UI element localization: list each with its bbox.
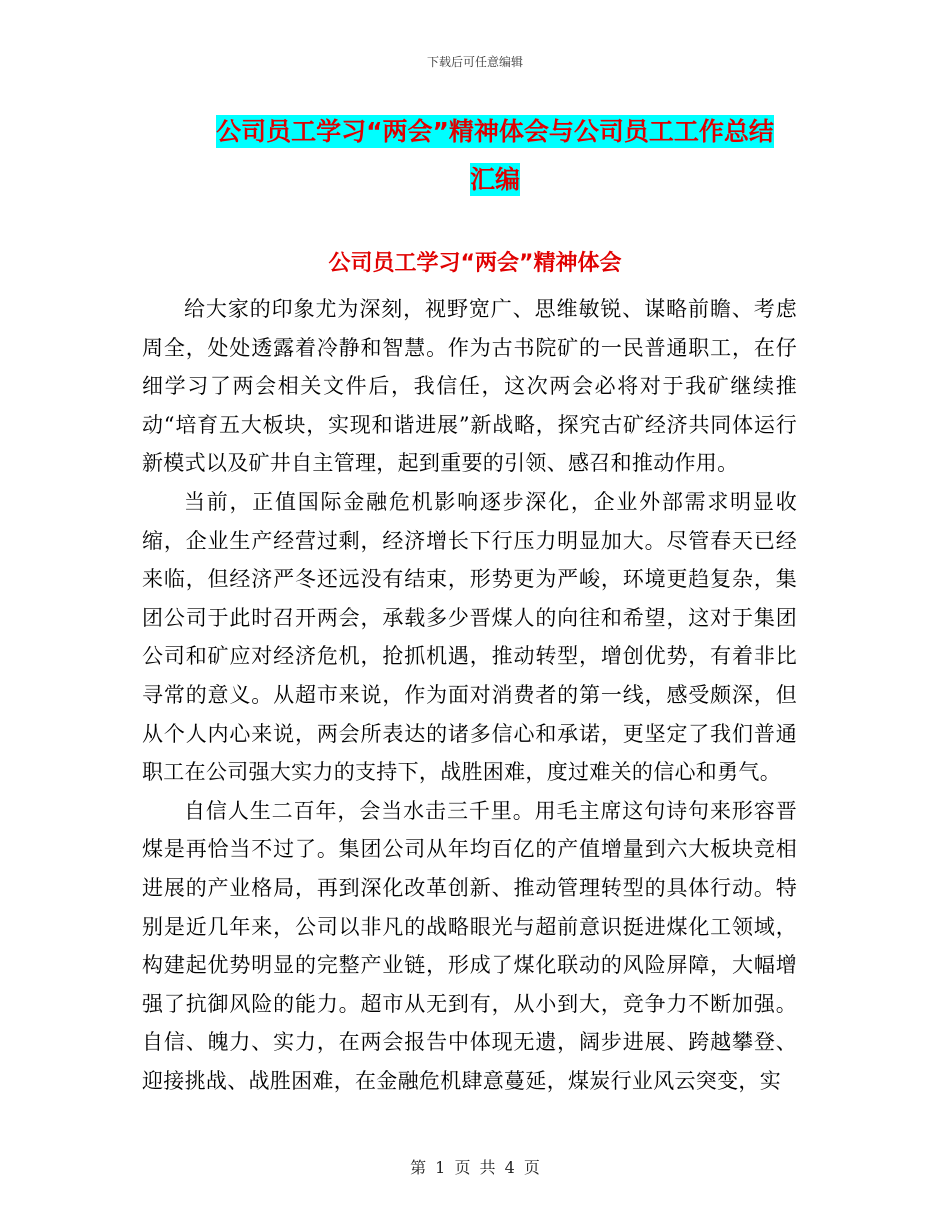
header-note: 下载后可任意编辑 xyxy=(426,55,523,69)
paragraph-3: 自信人生二百年，会当水击三千里。用毛主席这句诗句来形容晋煤是再恰当不过了。集团公司从年均百亿的产值增量到六大板块竞相进展的产业格局，再到深化改革创新、推动管理转型的具体行动。特别是近几年来，公司以非凡的战略眼光与超前意识挺进煤化工领域，构建起优势明显的完整产业链，形成了煤化联动的风险屏障，大幅增强了抗御风险的能力。超市从无到有，从小到大，竞争力不断加强。自信、魄力、实力，在两会报告中体现无遗，阔步进展、跨越攀登、迎接挑战、战胜困难，在金融危机肆意蔓延，煤炭行业风云突变，实 xyxy=(142,798,797,1093)
document-title-line-2: 汇编 xyxy=(469,165,520,194)
document-body xyxy=(142,290,797,1100)
page-footer: 第 1 页 共 4 页 xyxy=(410,1158,540,1177)
document-title-line-1: 公司员工学习“两会”精神体会与公司员工工作总结 xyxy=(216,117,774,146)
paragraph-2: 当前，正值国际金融危机影响逐步深化，企业外部需求明显收缩，企业生产经营过剩，经济增长下行压力明显加大。尽管春天已经来临，但经济严冬还远没有结束，形势更为严峻，环境更趋复杂，集团公司于此时召开两会，承载多少晋煤人的向往和希望，这对于集团公司和矿应对经济危机，抢抓机遇，推动转型，增创优势，有着非比寻常的意义。从超市来说，作为面对消费者的第一线，感受颇深，但从个人内心来说，两会所表达的诸多信心和承诺，更坚定了我们普通职工在公司强大实力的支持下，战胜困难，度过难关的信心和勇气。 xyxy=(142,489,797,785)
paragraph-1: 给大家的印象尤为深刻，视野宽广、思维敏锐、谋略前瞻、考虑周全，处处透露着冷静和智慧。作为古书院矿的一民普通职工，在仔细学习了两会相关文件后，我信任，这次两会必将对于我矿继续推动“培育五大板块，实现和谐进展”新战略，探究古矿经济共同体运行新模式以及矿井自主管理，起到重要的引领、感召和推动作用。 xyxy=(142,297,797,476)
document-title xyxy=(140,108,850,204)
section-title: 公司员工学习“两会”精神体会 xyxy=(328,251,622,276)
